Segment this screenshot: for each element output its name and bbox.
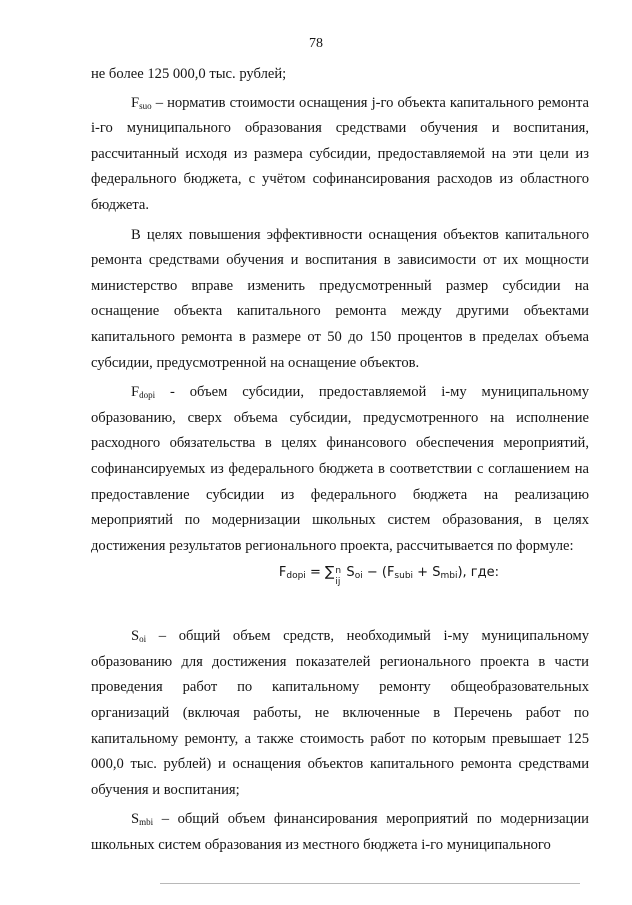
symbol-s: S [131,628,140,645]
sum-upper-limit: n [335,566,342,577]
document-body [91,62,589,859]
definition-text: - объем субсидии, предоставляемой i-му муниципальному образованию, сверх объема субсидии, предусмотренного на исполнение расходного обязательства в целях финансового обеспечения мероприятий, софинансируемых из федерального бюджета в соответствии с соглашением на предоставление субсидии из федерального бюджета на реализацию мероприятий по модернизации школьных систем образования, в целях достижения результатов регионального проекта, рассчитывается по формуле: [91,384,589,554]
formula-term-smbi-subscript: mbi [440,571,458,582]
scan-bottom-rule [160,883,580,884]
formula-minus: − ( [362,565,387,581]
formula-term-smbi: S [432,565,441,581]
symbol-subscript: mbi [139,817,154,828]
formula-lhs: F [278,565,287,581]
definition-text: – общий объем средств, необходимый i-му муниципальному образованию для достижения показателей регионального проекта в части проведения работ по капитальному ремонту общеобразовательных организаций (включая работы, не включенные в Перечень работ по капитальному ремонту, а также стоимость работ по которым превышает 125 000,0 тыс. рублей) и оснащения объектов капитального ремонта средствами обучения и воспитания; [91,628,589,798]
sum-symbol: ∑ [324,564,335,581]
sum-lower-limit: ij [335,577,341,588]
symbol-subscript: dopi [139,390,156,401]
formula-plus: + [413,565,433,581]
formula-fdopi [91,560,589,586]
formula-lhs-subscript: dopi [286,571,306,582]
paragraph-smbi-definition [91,807,589,858]
paragraph-continuation: не более 125 000,0 тыс. рублей; [91,66,287,82]
paragraph-fsuo-definition [91,91,589,219]
symbol-f: F [131,384,140,401]
paragraph-fdopi-definition [91,380,589,559]
symbol-subscript: suo [139,100,152,111]
symbol-s: S [131,811,140,828]
formula-term-soi-subscript: oi [354,571,363,582]
paragraph-soi-definition [91,624,589,803]
paragraph-efficiency: В целях повышения эффективности оснащения объектов капитального ремонта средствами обучения и воспитания в зависимости от их мощности министерство вправе изменить предусмотренный размер субсидии на оснащение объекта капитального ремонта между другими объектами капитального ремонта в размере от 50 до 150 процентов в пределах объема субсидии, предусмотренной на оснащение объектов. [91,226,589,371]
formula-term-soi: S [346,565,355,581]
definition-text: – общий объем финансирования мероприятий по модернизации школьных систем образования из местного бюджета i-го муниципального [91,811,589,854]
page-number: 78 [309,36,323,51]
definition-text: – норматив стоимости оснащения j-го объекта капитального ремонта i-го муниципального образования средствами обучения и воспитания, рассчитанный исходя из размера субсидии, предоставляемой на эти цели из федерального бюджета, с учётом софинансирования расходов из областного бюджета. [91,94,589,213]
formula-equals: = [305,565,325,581]
formula-term-fsubi: F [386,565,395,581]
sum-limits [334,564,346,588]
symbol-f: F [131,94,140,111]
symbol-subscript: oi [139,634,147,645]
formula-tail: ), где: [457,565,499,581]
formula-term-fsubi-subscript: subi [394,571,414,582]
